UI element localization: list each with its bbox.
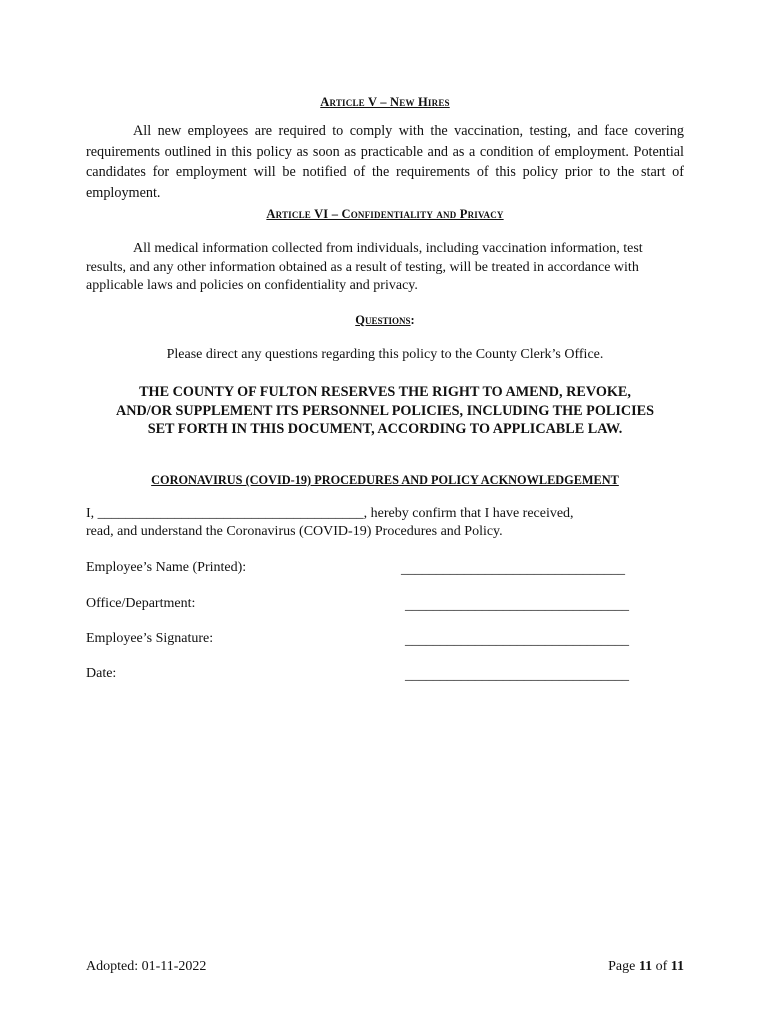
office-department-label: Office/Department: xyxy=(86,596,196,611)
questions-heading-row xyxy=(86,313,684,328)
questions-heading: Questions xyxy=(355,313,411,327)
acknowledgement-confirmation xyxy=(86,505,684,541)
adopted-date: Adopted: 01-11-2022 xyxy=(86,959,207,974)
rights-notice-line-3: SET FORTH IN THIS DOCUMENT, ACCORDING TO APPLICABLE LAW. xyxy=(147,421,623,437)
confirmation-line-2: read, and understand the Coronavirus (COVID-19) Procedures and Policy. xyxy=(86,524,503,539)
page-prefix: Page xyxy=(608,959,639,974)
article-v-body: All new employees are required to comply with the vaccination, testing, and face covering requirements outlined in this policy as soon as practicable and as a condition of employment. Potential candidates for employment will be notified of the requirements of this policy prior to the start of employment. xyxy=(86,123,684,201)
rights-notice-line-1: THE COUNTY OF FULTON RESERVES THE RIGHT TO AMEND, REVOKE, xyxy=(139,384,631,400)
office-department-blank: ________________________________ xyxy=(405,598,629,613)
page-current: 11 xyxy=(638,959,653,974)
questions-colon: : xyxy=(410,313,415,327)
page-total: 11 xyxy=(670,959,684,974)
acknowledgement-title: CORONAVIRUS (COVID-19) PROCEDURES AND POLICY ACKNOWLEDGEMENT xyxy=(151,473,619,487)
article-vi-body: All medical information collected from individuals, including vaccination information, test results, and any other information obtained as a result of testing, will be treated in accordance with applicable laws and policies on confidentiality and privacy. xyxy=(86,241,643,293)
questions-body: Please direct any questions regarding this policy to the County Clerk’s Office. xyxy=(166,347,604,362)
article-v-heading: Article V – New Hires xyxy=(320,95,450,109)
rights-notice-line-2: AND/OR SUPPLEMENT ITS PERSONNEL POLICIES, INCLUDING THE POLICIES xyxy=(116,402,654,419)
employee-name-label: Employee’s Name (Printed): xyxy=(86,560,247,575)
page-of: of xyxy=(652,959,671,974)
rights-notice xyxy=(86,383,684,439)
employee-signature-label: Employee’s Signature: xyxy=(86,631,214,646)
page-number xyxy=(608,959,684,975)
date-label: Date: xyxy=(86,666,117,681)
employee-name-blank: ________________________________ xyxy=(401,562,625,577)
article-vi-heading: Article VI – Confidentiality and Privacy xyxy=(266,207,504,221)
employee-signature-blank: ________________________________ xyxy=(405,633,629,648)
date-blank: ________________________________ xyxy=(405,668,629,683)
confirmation-line-1: I, ______________________________________, hereby confirm that I have received, xyxy=(86,506,574,521)
